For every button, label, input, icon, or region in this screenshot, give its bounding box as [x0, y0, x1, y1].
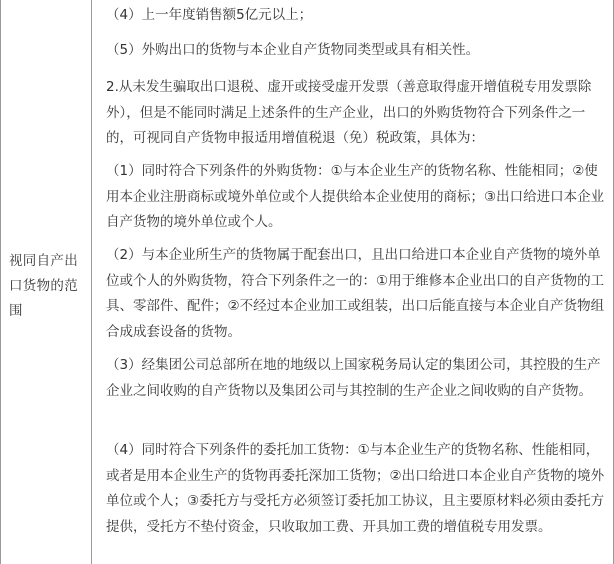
paragraph-goods-relevance: （5）外购出口的货物与本企业自产货物同类型或具有相关性。	[106, 42, 480, 58]
paragraph-sales-requirement: （4）上一年度销售额5亿元以上；	[106, 7, 313, 23]
paragraph-condition-2: （2）与本企业所生产的货物属于配套出口，且出口给进口本企业自产货物的境外单位或个人的外购货物，符合下列条件之一的：①用于维修本企业出口的自产货物的工具、零部件、配件；②不经过本企业加工或组装，出口后能直接与本企业自产货物组合成成套设备的货物。	[106, 247, 605, 340]
paragraph-condition-1: （1）同时符合下列条件的外购货物：①与本企业生产的货物名称、性能相同；②使用本企业注册商标或境外单位或个人提供给本企业使用的商标；③出口给进口本企业自产货物的境外单位或个人。	[106, 163, 605, 230]
content-cell	[92, 0, 613, 564]
category-cell	[1, 0, 92, 564]
paragraph-condition-4: （4）同时符合下列条件的委托加工货物：①与本企业生产的货物名称、性能相同，或者是用本企业生产的货物再委托深加工货物；②出口给进口本企业自产货物的境外单位或个人；③委托方与受托方必须签订委托加工协议，且主要原材料必须由委托方提供，受托方不垫付资金，只收取加工费、开具加工费的增值税专用发票。	[106, 442, 605, 535]
paragraph-section-2-intro: 2.从未发生骗取出口退税、虚开或接受虚开发票（善意取得虚开增值税专用发票除外），但是不能同时满足上述条件的生产企业，出口的外购货物符合下列条件之一的，可视同自产货物申报适用增值税退（免）税政策，具体为：	[106, 79, 592, 146]
category-label: 视同自产出口货物的范围	[9, 253, 78, 319]
paragraph-condition-3: （3）经集团公司总部所在地的地级以上国家税务局认定的集团公司，其控股的生产企业之间收购的自产货物以及集团公司与其控制的生产企业之间收购的自产货物。	[106, 357, 601, 399]
